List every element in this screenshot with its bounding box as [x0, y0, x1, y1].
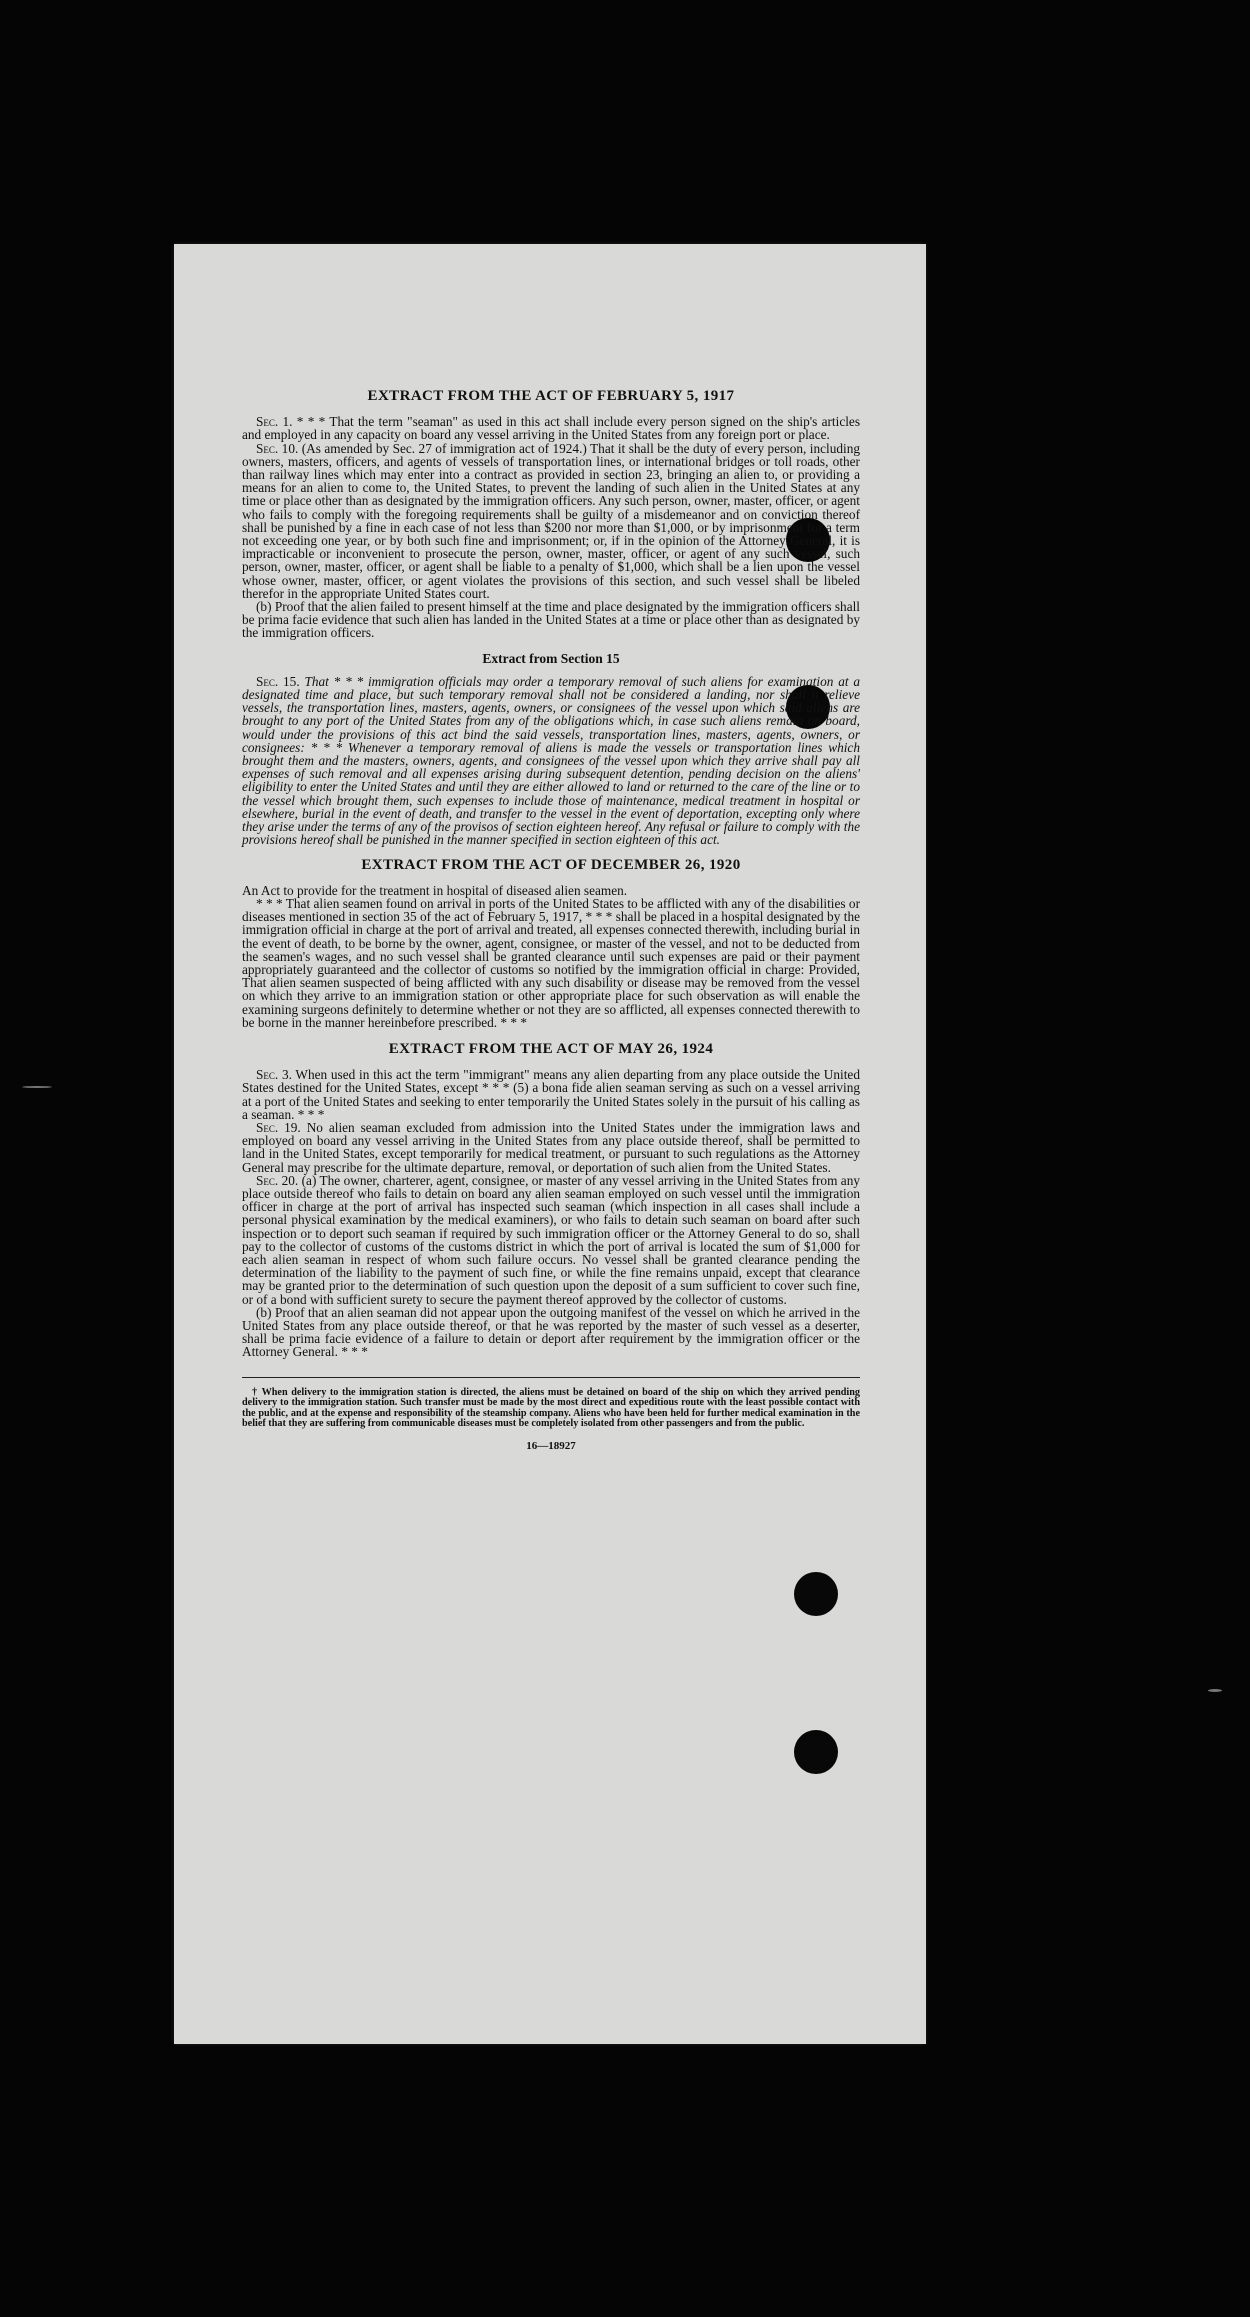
heading-act-1920: EXTRACT FROM THE ACT OF DECEMBER 26, 1920 [361, 856, 741, 873]
section-10b: (b) Proof that the alien failed to present himself at the time and place designated by the immigration officers shall be prima facie evidence that such alien has landed in the United States at a time or place other than as designated by the immigration officers. [242, 599, 860, 641]
sec15-label: Sec. 15. [256, 673, 300, 689]
scan-speck [1208, 1689, 1222, 1692]
document-body [242, 390, 860, 1453]
sec3-label: Sec. 3. [256, 1067, 292, 1083]
heading-act-1924: EXTRACT FROM THE ACT OF MAY 26, 1924 [388, 1040, 714, 1057]
act-1920-intro: An Act to provide for the treatment in hospital of diseased alien seamen. [242, 882, 628, 898]
section-20 [242, 1174, 860, 1306]
sec3-text: When used in this act the term "immigrant" means any alien departing from any place outside the United States destined for the United States, except * * * (5) a bona fide alien seaman serving as such on a vessel arriving at a port of the United States and seeking to enter temporarily the United States solely in the pursuit of his calling as a seaman. * * * [242, 1067, 860, 1122]
document-page [174, 244, 926, 2044]
footnote-divider [242, 1377, 860, 1378]
footnote-text: † When delivery to the immigration station is directed, the aliens must be detained on board of the ship on which they arrived pending delivery to the immigration station. Such transfer must be made by the most direct and expeditious route with the least possible contact with the public, and at the expense and responsibility of the steamship company. Aliens who have been held for further medical examination in the belief that they are suffering from communicable diseases must be completely isolated from other passengers and from the public. [242, 1386, 860, 1430]
section-3 [242, 1068, 860, 1121]
form-number: 16—18927 [526, 1439, 576, 1452]
sec20-label: Sec. 20. [256, 1172, 299, 1188]
sec1-label: Sec. 1. [256, 414, 293, 430]
punch-hole-3 [794, 1572, 838, 1616]
heading-act-1917: EXTRACT FROM THE ACT OF FEBRUARY 5, 1917 [367, 388, 735, 404]
sec19-text: No alien seaman excluded from admission into the United States under the immigration laws and employed on board any vessel arriving in the United States from any place outside thereof, shall be permitted to land in the United States, except temporarily for medical treatment, or pursuant to such regulations as the Attorney General may prescribe for the ultimate departure, removal, or deportation of such alien from the United States. [242, 1119, 860, 1175]
section-1 [242, 415, 860, 441]
punch-hole-4 [794, 1730, 838, 1774]
sec10-label: Sec. 10. [256, 440, 299, 456]
section-15-block [242, 675, 860, 847]
scan-speck [22, 1086, 52, 1088]
footnote [242, 1388, 860, 1430]
sec15-text: That * * * immigration officials may order a temporary removal of such aliens for examination at a designated time and place, but such temporary removal shall not be considered a landing, nor shall it relieve vessels, the transportation lines, masters, agents, owners, or consignees of the vessel upon which said aliens are brought to any port of the United States from any of the obligations which, in case such aliens remain on board, would under the provisions of this act bind the said vessels, transportation lines, masters, agents, owners, or consignees: * * * Whenever a temporary removal of aliens is made the vessels or transportation lines which brought them and the masters, owners, agents, and consignees of the vessel upon which they arrive shall pay all expenses of such removal and all expenses arising during subsequent detention, pending decision on the aliens' eligibility to enter the United States and until they are either allowed to land or returned to the care of the line or to the vessel which brought them, such expenses to include those of maintenance, medical treatment in hospital or elsewhere, burial in the event of death, and transfer to the vessel in the event of deportation, excepting only where they arise under the terms of any of the provisos of section eighteen hereof. Any refusal or failure to comply with the provisions hereof shall be punished in the manner specified in section eighteen of this act. [242, 673, 860, 848]
sec20-text: (a) The owner, charterer, agent, consignee, or master of any vessel arriving in the United States from any place outside thereof who fails to detain on board any alien seaman employed on such vessel until the immigration officer in charge at the port of arrival has inspected such seaman (which inspection in all cases shall include a personal physical examination by the medical examiners), or who fails to detain such seaman on board after such inspection or to deport such seaman if required by such immigration officer or the Attorney General to do so, shall pay to the collector of customs of the customs district in which the port of arrival is located the sum of $1,000 for each alien seaman in respect of whom such failure occurs. No vessel shall be granted clearance pending the determination of the liability to the payment of such fine, or while the fine remains unpaid, except that clearance may be granted prior to the determination of such question upon the deposit of a sum sufficient to cover such fine, or of a bond with sufficient surety to secure the payment thereof approved by the collector of customs. [242, 1172, 860, 1307]
section-19 [242, 1121, 860, 1174]
sec10-text: (As amended by Sec. 27 of immigration act of 1924.) That it shall be the duty of every person, including owners, masters, officers, and agents of vessels of transportation lines, or international bridges or toll roads, other than railway lines which may enter into a contract as provided in section 23, bringing an alien to, or providing a means for an alien to come to, the United States, to prevent the landing of such alien in the United States at any time or place other than as designated by the immigration officers. Any such person, owner, master, officer, or agent who fails to comply with the foregoing requirements shall be guilty of a misdemeanor and on conviction thereof shall be punished by a fine in each case of not less than $200 nor more than $1,000, or by imprisonment for a term not exceeding one year, or by both such fine and imprisonment; or, if in the opinion of the Attorney General, it is impracticable or inconvenient to prosecute the person, owner, master, officer, or agent of any such vessel, such person, owner, master, officer, or agent shall be liable to a penalty of $1,000, which shall be a lien upon the vessel whose owner, master, officer, or agent violates the provisions of this section, and such vessel shall be libeled therefor in the appropriate United States court. [242, 440, 860, 601]
section-10 [242, 442, 860, 600]
heading-section-15: Extract from Section 15 [482, 650, 620, 666]
act-1920-text: * * * That alien seamen found on arrival in ports of the United States to be afflicted with any of the disabilities or diseases mentioned in section 35 of the act of February 5, 1917, * * * shall be placed in a hospital designated by the immigration official in charge at the port of arrival and treated, all expenses connected therewith, including burial in the event of death, to be borne by the owner, agent, consignee, or master of the vessel, and not to be deducted from the seamen's wages, and no such vessel shall be granted clearance until such expenses are paid or their payment appropriately guaranteed and the collector of customs so notified by the immigration official in charge: Provided, That alien seamen suspected of being afflicted with any such disability or disease may be removed from the vessel on which they arrive to an immigration station or other appropriate place for such observation as will enable the examining surgeons definitely to determine whether or not they are so afflicted, all expenses connected therewith to be borne in the manner hereinbefore prescribed. * * * [242, 895, 860, 1030]
section-20b: (b) Proof that an alien seaman did not appear upon the outgoing manifest of the vessel on which he arrived in the United States from any place outside thereof, or that he was reported by the master of such vessel as a deserter, shall be prima facie evidence of a failure to detain or deport after requirement by the immigration officer or the Attorney General. * * * [242, 1304, 860, 1360]
sec19-label: Sec. 19. [256, 1119, 301, 1135]
sec1-text: * * * That the term "seaman" as used in this act shall include every person signed on the ship's articles and employed in any capacity on board any vessel arriving in the United States from any foreign port or place. [242, 414, 860, 443]
section-15 [242, 675, 860, 847]
